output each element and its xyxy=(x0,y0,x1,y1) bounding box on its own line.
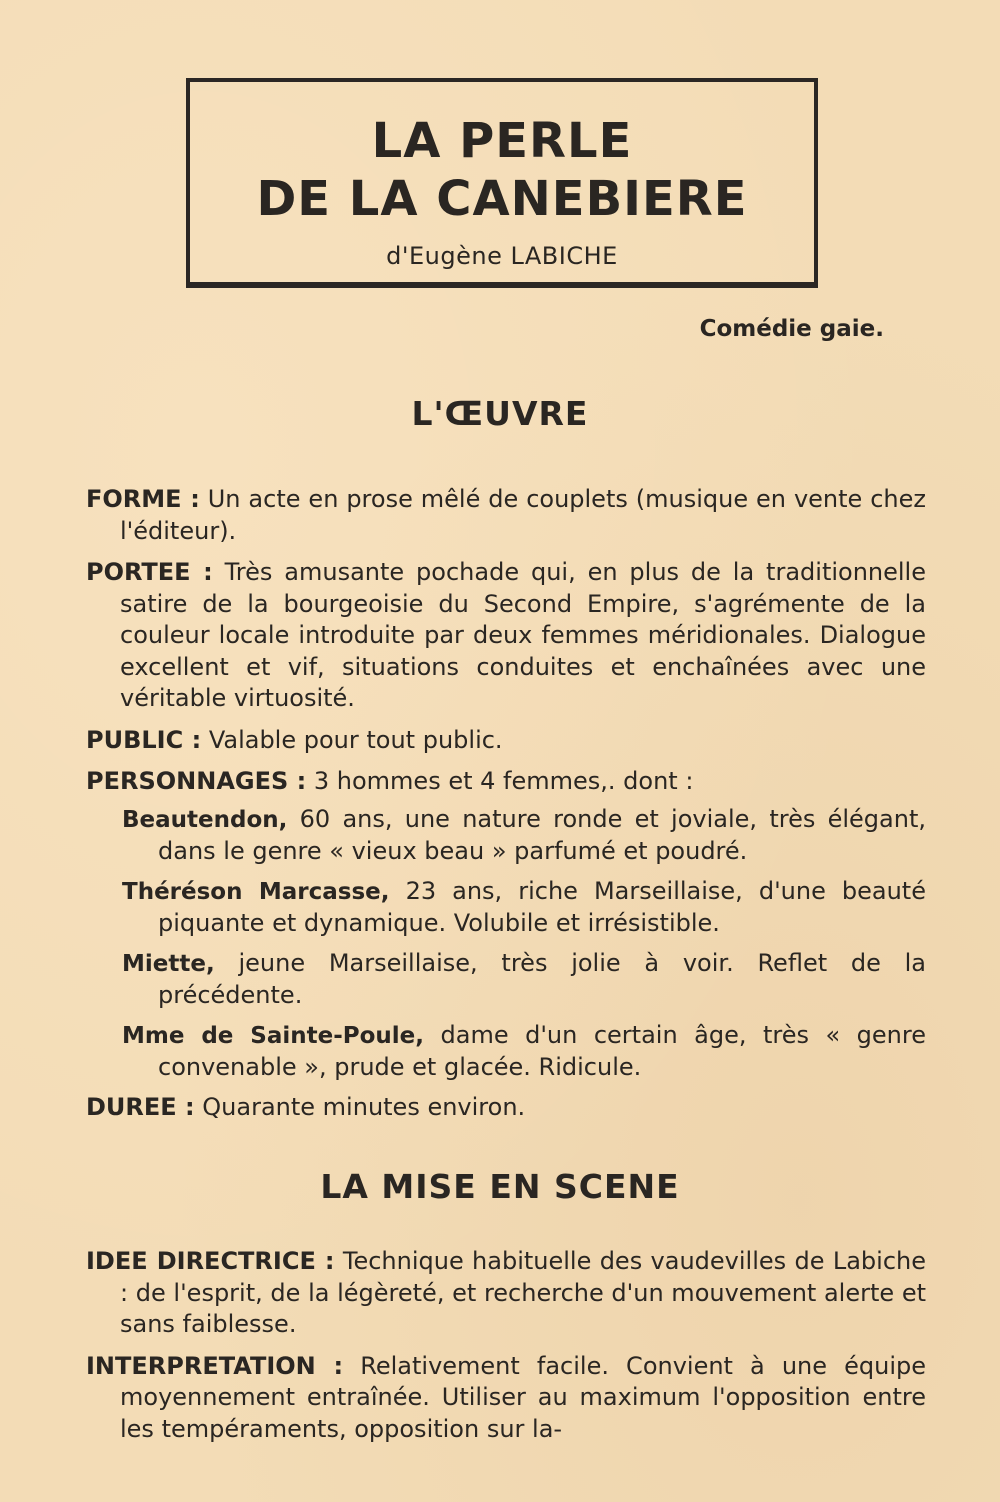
public-paragraph xyxy=(86,725,926,757)
character-item xyxy=(122,948,926,1012)
public-text: Valable pour tout public. xyxy=(208,725,503,754)
character-name: Miette, xyxy=(122,950,215,977)
character-name: Mme de Sainte-Poule, xyxy=(122,1022,424,1049)
forme-label: FORME : xyxy=(86,485,200,513)
interpretation-text: Relativement facile. Convient à une équipe moyennement entraînée. Utiliser au maximum l'opposition entre les tempéraments, opposition sur la- xyxy=(120,1351,926,1443)
character-description: 23 ans, riche Marseillaise, d'une beauté piquante et dynamique. Volubile et irrésistible. xyxy=(158,876,926,937)
section-oeuvre xyxy=(86,484,926,1133)
personnages-paragraph xyxy=(86,766,926,798)
duree-text: Quarante minutes environ. xyxy=(202,1092,526,1121)
section-heading-oeuvre: L'ŒUVRE xyxy=(411,394,589,433)
section-mise-en-scene xyxy=(86,1246,926,1455)
personnages-text: 3 hommes et 4 femmes,. dont : xyxy=(313,767,694,795)
title-line-2: DE LA CANEBIERE xyxy=(256,171,748,227)
title-box xyxy=(186,78,818,288)
duree-paragraph xyxy=(86,1092,926,1124)
genre-label: Comédie gaie. xyxy=(699,316,884,342)
character-name: Beautendon, xyxy=(122,806,288,833)
title-line-1: LA PERLE xyxy=(371,113,633,169)
character-item xyxy=(122,1020,926,1084)
character-name: Théréson Marcasse, xyxy=(122,878,390,905)
character-description: dame d'un certain âge, très « genre convenable », prude et glacée. Ridicule. xyxy=(158,1020,926,1081)
idee-text: Technique habituelle des vaudevilles de Labiche : de l'esprit, de la légèreté, et recherche d'un mouvement alerte et sans faiblesse. xyxy=(120,1247,926,1338)
idee-paragraph xyxy=(86,1246,926,1341)
forme-paragraph xyxy=(86,484,926,547)
author: d'Eugène LABICHE xyxy=(386,242,618,270)
character-item xyxy=(122,804,926,868)
character-item xyxy=(122,876,926,940)
section-heading-mise-en-scene: LA MISE EN SCENE xyxy=(320,1167,680,1206)
public-label: PUBLIC : xyxy=(86,725,202,754)
interpretation-paragraph xyxy=(86,1351,926,1446)
personnages-label: PERSONNAGES : xyxy=(86,767,307,795)
duree-label: DUREE : xyxy=(86,1092,195,1121)
forme-text: Un acte en prose mêlé de couplets (musique en vente chez l'éditeur). xyxy=(120,485,926,545)
portee-paragraph xyxy=(86,557,926,715)
portee-label: PORTEE : xyxy=(86,558,213,586)
character-description: 60 ans, une nature ronde et joviale, très élégant, dans le genre « vieux beau » parfumé et poudré. xyxy=(158,804,926,865)
character-description: jeune Marseillaise, très jolie à voir. Reflet de la précédente. xyxy=(158,948,926,1009)
interpretation-label: INTERPRETATION : xyxy=(86,1351,344,1380)
portee-text: Très amusante pochade qui, en plus de la traditionnelle satire de la bourgeoisie du Second Empire, s'agrémente de la couleur locale introduite par deux femmes méridionales. Dialogue excellent et vif, situations conduites et enchaînées avec une véritable virtuosité. xyxy=(120,558,926,712)
idee-label: IDEE DIRECTRICE : xyxy=(86,1247,335,1275)
